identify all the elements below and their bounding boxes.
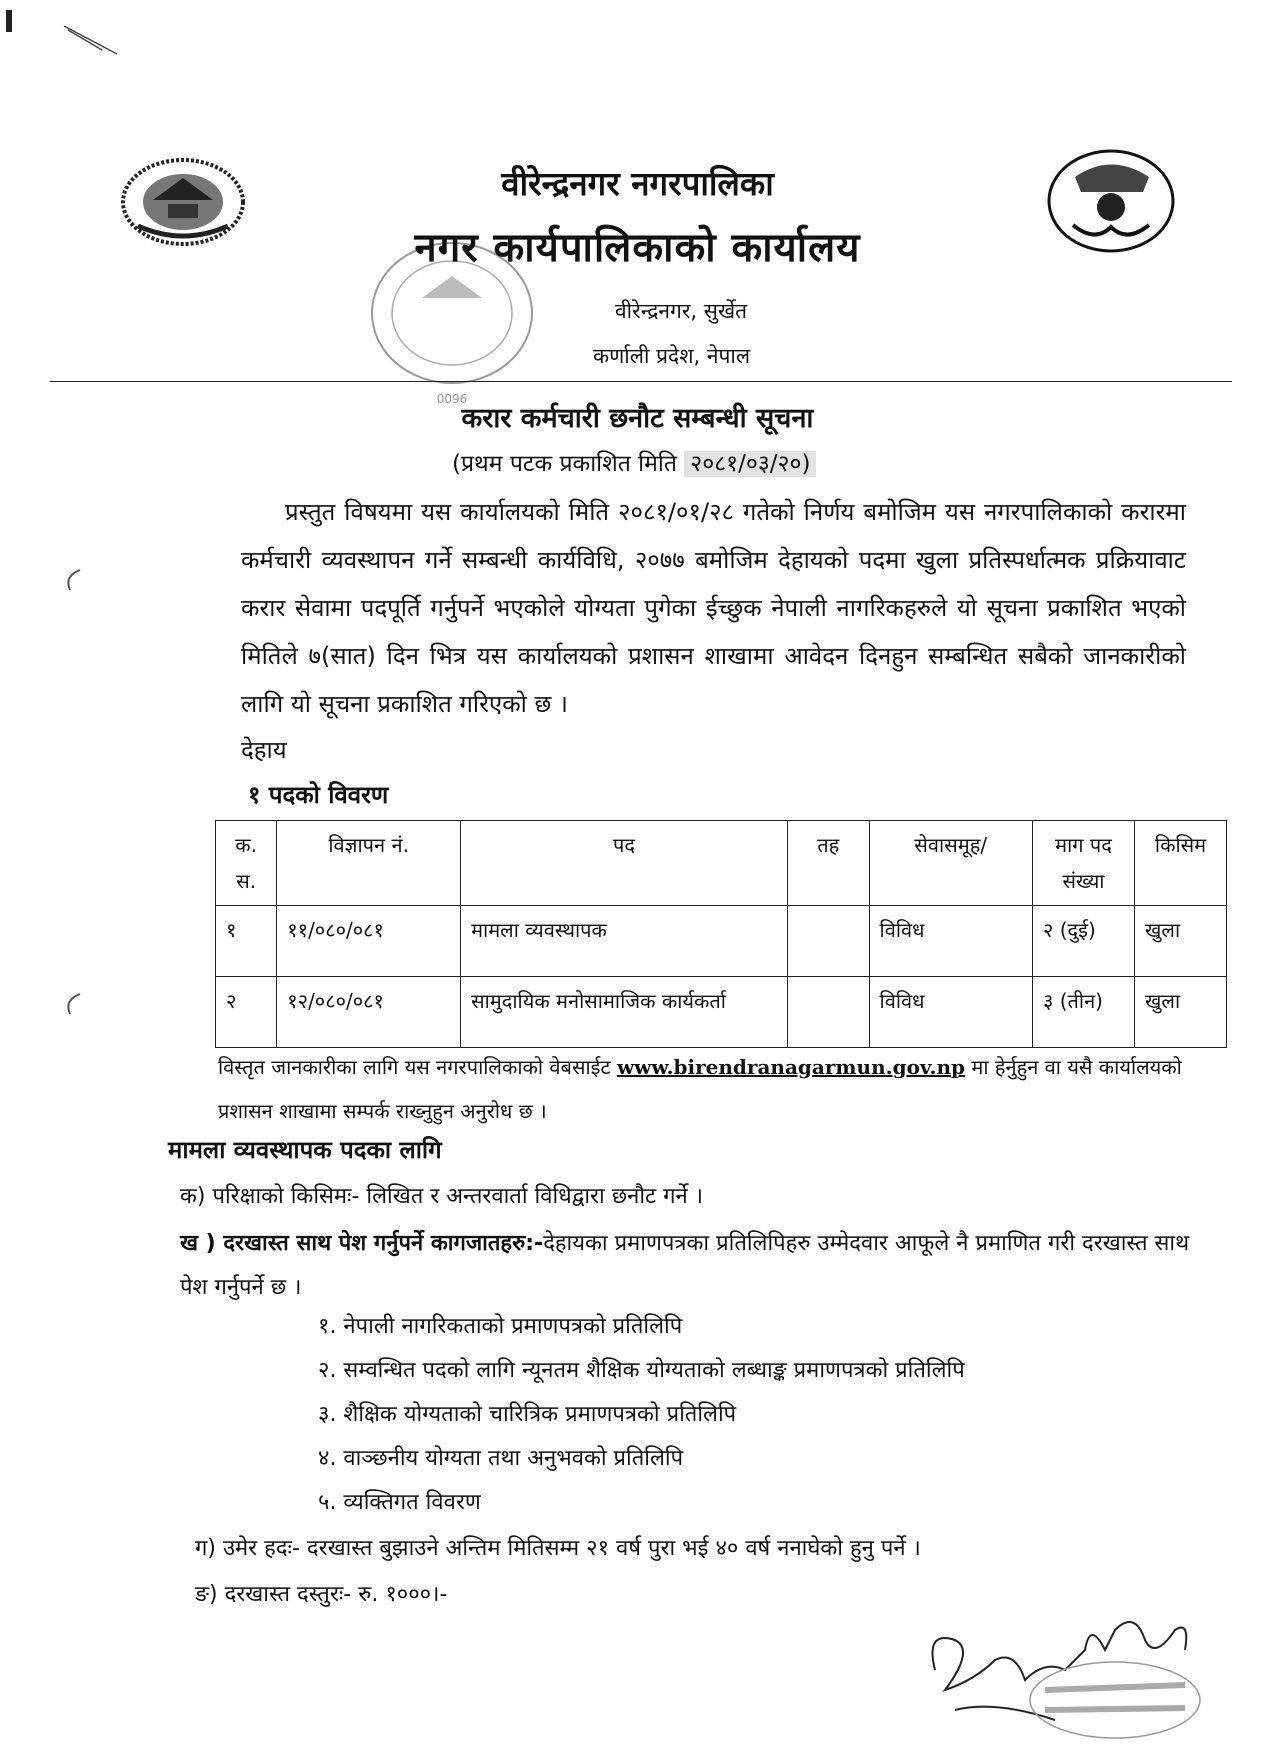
cell-demand-count: ३ (तीन) <box>1032 977 1134 1048</box>
cell-service-group: विविध <box>869 906 1032 977</box>
cell-post: मामला व्यवस्थापक <box>461 906 788 977</box>
website-link[interactable]: www.birendranagarmun.gov.np <box>616 1055 966 1079</box>
documents-item-label: ख ) दरखास्त साथ पेश गर्नुपर्ने कागजातहरु:- <box>180 1231 544 1256</box>
address-line-1: वीरेन्द्रनगर, सुर्खेत <box>615 299 748 323</box>
posts-table <box>215 820 1227 1048</box>
application-fee-item: ङ) दरखास्त दस्तुरः- रु. १०००।- <box>195 1582 448 1607</box>
document-list-item: ३. शैक्षिक योग्यताको चारित्रिक प्रमाणपत्रको प्रतिलिपि <box>318 1402 737 1427</box>
intro-paragraph: प्रस्तुत विषयमा यस कार्यालयको मिति २०८१/०१/२८ गतेको निर्णय बमोजिम यस नगरपालिकाको करारमा कर्मचारी व्यवस्थापन गर्ने सम्बन्धी कार्यविधि, २०७७ बमोजिम देहायको पदमा खुला प्रतिस्पर्धात्मक प्रक्रियावाट करार सेवामा पदपूर्ति गर्नुपर्ने भएकोले योग्यता पुगेका ईच्छुक नेपाली नागरिकहरुले यो सूचना प्रकाशित भएको मितिले ७(सात) दिन भित्र यस कार्यालयको प्रशासन शाखामा आवेदन दिनहुन सम्बन्धित सबैको जानकारीको लागि यो सूचना प्रकाशित गरिएको छ । <box>241 498 1186 718</box>
col-header-demand-count: माग पद संख्या <box>1032 821 1134 906</box>
more-info-before: विस्तृत जानकारीका लागि यस नगरपालिकाको वेबसाईट <box>218 1055 611 1079</box>
col-header-post: पद <box>461 821 788 906</box>
col-header-serial: क. स. <box>216 821 277 906</box>
publish-date: २०८१/०३/२०) <box>684 451 816 477</box>
requirements-heading: मामला व्यवस्थापक पदका लागि <box>168 1136 442 1164</box>
document-list-item: १. नेपाली नागरिकताको प्रमाणपत्रको प्रतिलिपि <box>318 1314 683 1339</box>
header-divider <box>50 381 1232 382</box>
table-header-row <box>216 821 1227 906</box>
cell-level <box>787 977 869 1048</box>
cell-serial: २ <box>216 977 277 1048</box>
col-header-service-group: सेवासमूह/ <box>869 821 1032 906</box>
cell-type: खुला <box>1135 906 1227 977</box>
scan-scratch-mark <box>62 20 122 60</box>
officer-signature <box>915 1590 1205 1750</box>
cell-demand-count: २ (दुई) <box>1032 906 1134 977</box>
stamp-number: 0096 <box>436 392 468 406</box>
col-header-type: किसिम <box>1135 821 1227 906</box>
more-info-after: मा हेर्नुहुन वा यसै कार्यालयको प्रशासन शाखामा सम्पर्क राख्नुहुन अनुरोध छ । <box>218 1055 1182 1123</box>
cell-type: खुला <box>1135 977 1227 1048</box>
document-list-item: २. सम्वन्धित पदको लागि न्यूनतम शैक्षिक योग्यताको लब्धाङ्क प्रमाणपत्रको प्रतिलिपि <box>318 1358 965 1383</box>
table-row <box>216 906 1227 977</box>
document-list-item: ४. वाञ्छनीय योग्यता तथा अनुभवको प्रतिलिपि <box>318 1446 684 1471</box>
publish-label: (प्रथम पटक प्रकाशित मिति <box>452 451 677 477</box>
address-line-2: कर्णाली प्रदेश, नेपाल <box>593 344 751 368</box>
scan-edge-mark <box>6 10 12 32</box>
notice-title: करार कर्मचारी छनौट सम्बन्धी सूचना <box>461 403 814 434</box>
cell-ad-number: ११/०८०/०८१ <box>277 906 461 977</box>
documents-item <box>180 1222 1190 1310</box>
office-name: वीरेन्द्रनगर नगरपालिका <box>501 164 774 203</box>
exam-type-item: क) परिक्षाको किसिमः- लिखित र अन्तरवार्ता विधिद्वारा छनौट गर्ने । <box>180 1184 704 1209</box>
dehay-label: देहाय <box>241 736 287 764</box>
cell-ad-number: १२/०८०/०८१ <box>277 977 461 1048</box>
punch-hole-top <box>60 566 88 594</box>
more-info-text <box>218 1045 1218 1133</box>
cell-level <box>787 906 869 977</box>
cell-service-group: विविध <box>869 977 1032 1048</box>
age-limit-item: ग) उमेर हदः- दरखास्त बुझाउने अन्तिम मितिसम्म २१ वर्ष पुरा भई ४० वर्ष ननाघेको हुनु पर्ने । <box>195 1536 921 1561</box>
table-row <box>216 977 1227 1048</box>
post-details-heading: १ पदको विवरण <box>248 781 389 809</box>
document-list-item: ५. व्यक्तिगत विवरण <box>318 1490 481 1515</box>
cell-post: सामुदायिक मनोसामाजिक कार्यकर्ता <box>461 977 788 1048</box>
col-header-level: तह <box>787 821 869 906</box>
cell-serial: १ <box>216 906 277 977</box>
publish-line <box>452 446 816 478</box>
documents-item-text: देहायका प्रमाणपत्रका प्रतिलिपिहरु उम्मेदवार आफूले नै प्रमाणित गरी दरखास्त साथ पेश गर्नुपर्ने छ । <box>180 1231 1190 1300</box>
col-header-ad-number: विज्ञापन नं. <box>277 821 461 906</box>
office-title: नगर कार्यपालिकाको कार्यालय <box>414 225 861 271</box>
punch-hole-bottom <box>60 990 88 1018</box>
